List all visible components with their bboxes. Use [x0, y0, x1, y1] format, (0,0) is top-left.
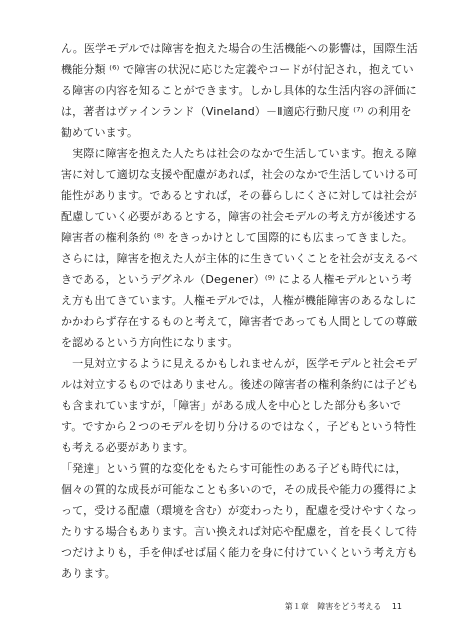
text-line: を認めるという方向性になります。 — [61, 336, 239, 349]
text-line: 障害者の権利条約 ⁽⁸⁾ をきっかけとして国際的にも広まってきました。 — [61, 231, 414, 244]
text-line: 一見対立するように見えるかもしれませんが，医学モデルと社会モデ — [61, 357, 418, 370]
text-line: 能性があります。であるとすれば，その暮らしにくさに対しては社会が — [61, 189, 417, 202]
text-line: あります。 — [61, 567, 116, 580]
text-line: 害に対して適切な支援や配慮があれば，社会のなかで生活していける可 — [61, 168, 418, 181]
text-line: さらには，障害を抱えた人が主体的に生きていくことを社会が支えるべ — [61, 252, 418, 265]
text-line: る障害の内容を知ることができます。しかし具体的な生活内容の評価に — [61, 84, 417, 97]
text-line: も含まれていますが，「障害」がある成人を中心とした部分も多いで — [61, 399, 402, 412]
text-line: 配慮していく必要があるとする，障害の社会モデルの考え方が後述する — [61, 210, 418, 223]
text-line: つだけよりも，手を伸ばせば届く能力を身に付けていくという考え方も — [61, 546, 418, 559]
text-line: 個々の質的な成長が可能なことも多いので，その成長や能力の獲得によ — [61, 483, 418, 496]
text-line: かかわらず存在するものと考えて，障害者であっても人間としての尊厳 — [61, 315, 418, 328]
text-line: す。ですから２つのモデルを切り分けるのではなく，子どもという特性 — [61, 420, 417, 433]
chapter-title: 障害をどう考える — [317, 602, 382, 611]
text-line: って，受ける配慮（環境を含む）が変わったり，配慮を受けやすくなっ — [61, 504, 418, 517]
chapter-label: 第１章 — [284, 602, 309, 611]
text-line: 勧めています。 — [61, 126, 139, 139]
text-line: は，著者はヴァインランド（Vineland）－Ⅱ適応行動尺度 ⁽⁷⁾ の利用を — [61, 105, 412, 118]
text-line: きである，というデグネル（Degener）⁽⁹⁾ による人権モデルという考 — [61, 273, 413, 286]
text-line: え方も出てきています。人権モデルでは，人権が機能障害のあるなしに — [61, 294, 417, 307]
text-line: 「発達」という質的な変化をもたらす可能性のある子ども時代には， — [61, 462, 407, 475]
text-line: も考える必要があります。 — [61, 441, 194, 454]
text-line: ん。医学モデルでは障害を抱えた場合の生活機能への影響は，国際生活 — [61, 42, 418, 55]
page-number: 11 — [391, 602, 402, 611]
text-line: 実際に障害を抱えた人たちは社会のなかで生活しています。抱える障 — [61, 147, 417, 160]
text-line: 機能分類 ⁽⁶⁾ で障害の状況に応じた定義やコードが付記され，抱えてい — [61, 63, 414, 76]
text-line: たりする場合もあります。言い換えれば対応や配慮を，首を長くして待 — [61, 525, 417, 538]
text-line: ルは対立するものではありません。後述の障害者の権利条約には子ども — [61, 378, 419, 391]
page-footer — [285, 601, 402, 613]
